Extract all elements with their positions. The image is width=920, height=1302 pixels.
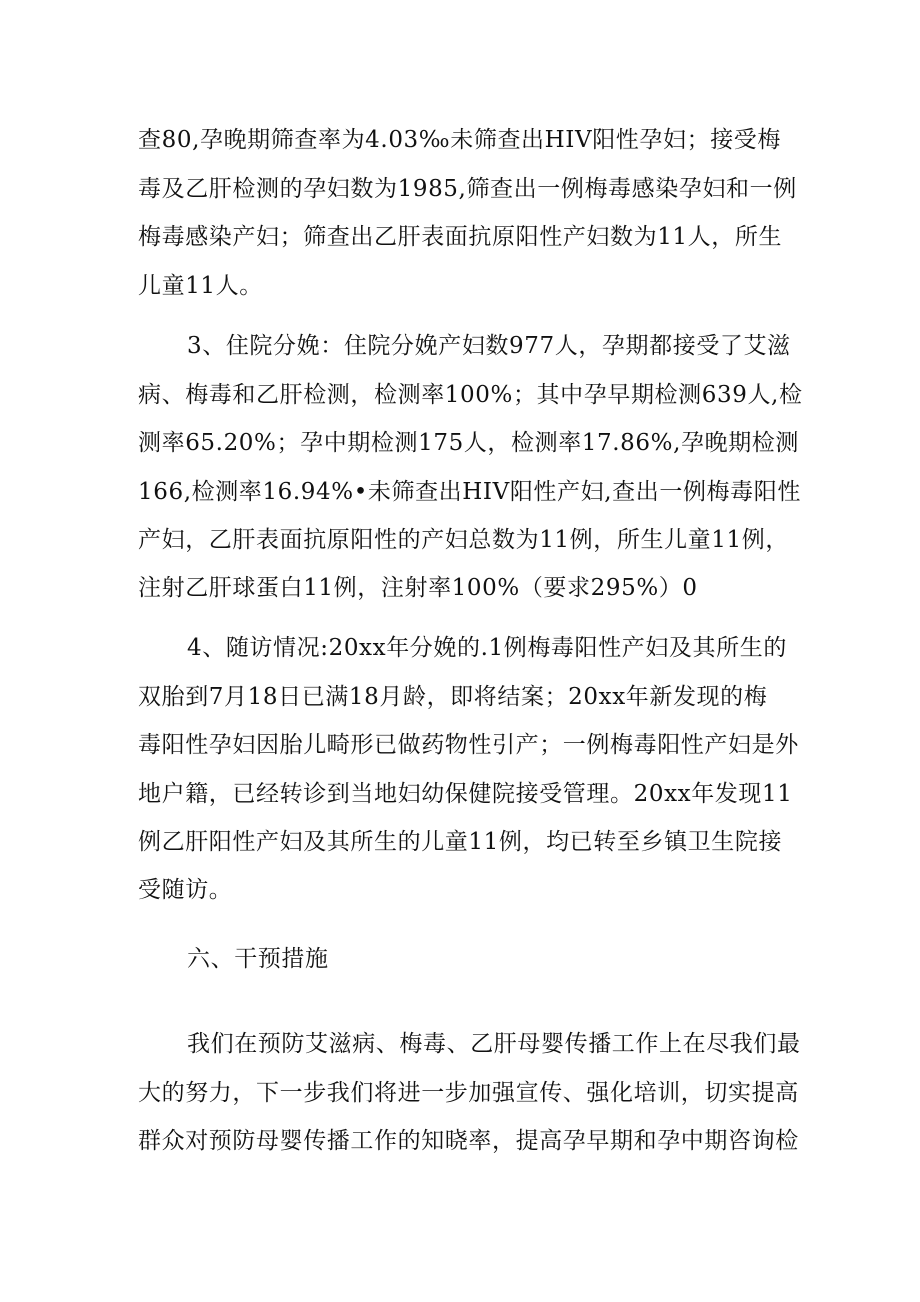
- text-line: 测率65.20%；孕中期检测175人，检测率17.86%,孕晚期检测: [138, 430, 800, 456]
- text-line: 地户籍，已经转诊到当地妇幼保健院接受管理。20xx年发现11: [138, 781, 793, 807]
- text-line: 双胎到7月18日已满18月龄，即将结案；20xx年新发现的梅: [138, 684, 768, 710]
- text-line: 我们在预防艾滋病、梅毒、乙肝母婴传播工作上在尽我们最: [187, 1031, 801, 1057]
- text-line: 大的努力，下一步我们将进一步加强宣传、强化培训，切实提高: [138, 1080, 799, 1106]
- text-line: 注射乙肝球蛋白11例，注射率100%（要求295%）0: [138, 575, 698, 601]
- text-line: 毒及乙肝检测的孕妇数为1985,筛查出一例梅毒感染孕妇和一例: [138, 176, 797, 202]
- text-line: 梅毒感染产妇；筛查出乙肝表面抗原阳性产妇数为11人，所生: [138, 224, 783, 250]
- text-line: 受随访。: [138, 877, 233, 903]
- text-line: 4、随访情况:20xx年分娩的.1例梅毒阳性产妇及其所生的: [187, 635, 787, 661]
- text-line: 毒阳性孕妇因胎儿畸形已做药物性引产；一例梅毒阳性产妇是外: [138, 732, 799, 758]
- text-line: 查80,孕晚期筛查率为4.03‰未筛查出HIV阳性孕妇；接受梅: [138, 127, 782, 153]
- text-line: 166,检测率16.94%•未筛查出HIV阳性产妇,查出一例梅毒阳性: [138, 479, 801, 505]
- section-heading: 六、干预措施: [187, 946, 329, 972]
- text-line: 群众对预防母婴传播工作的知晓率，提高孕早期和孕中期咨询检: [138, 1128, 799, 1154]
- text-line: 病、梅毒和乙肝检测，检测率100%；其中孕早期检测639人,检: [138, 382, 803, 408]
- text-line: 例乙肝阳性产妇及其所生的儿童11例，均已转至乡镇卫生院接: [138, 829, 783, 855]
- text-line: 儿童11人。: [138, 273, 263, 299]
- text-line: 产妇，乙肝表面抗原阳性的产妇总数为11例，所生儿童11例，: [138, 527, 789, 553]
- text-line: 3、住院分娩：住院分娩产妇数977人，孕期都接受了艾滋: [187, 333, 791, 359]
